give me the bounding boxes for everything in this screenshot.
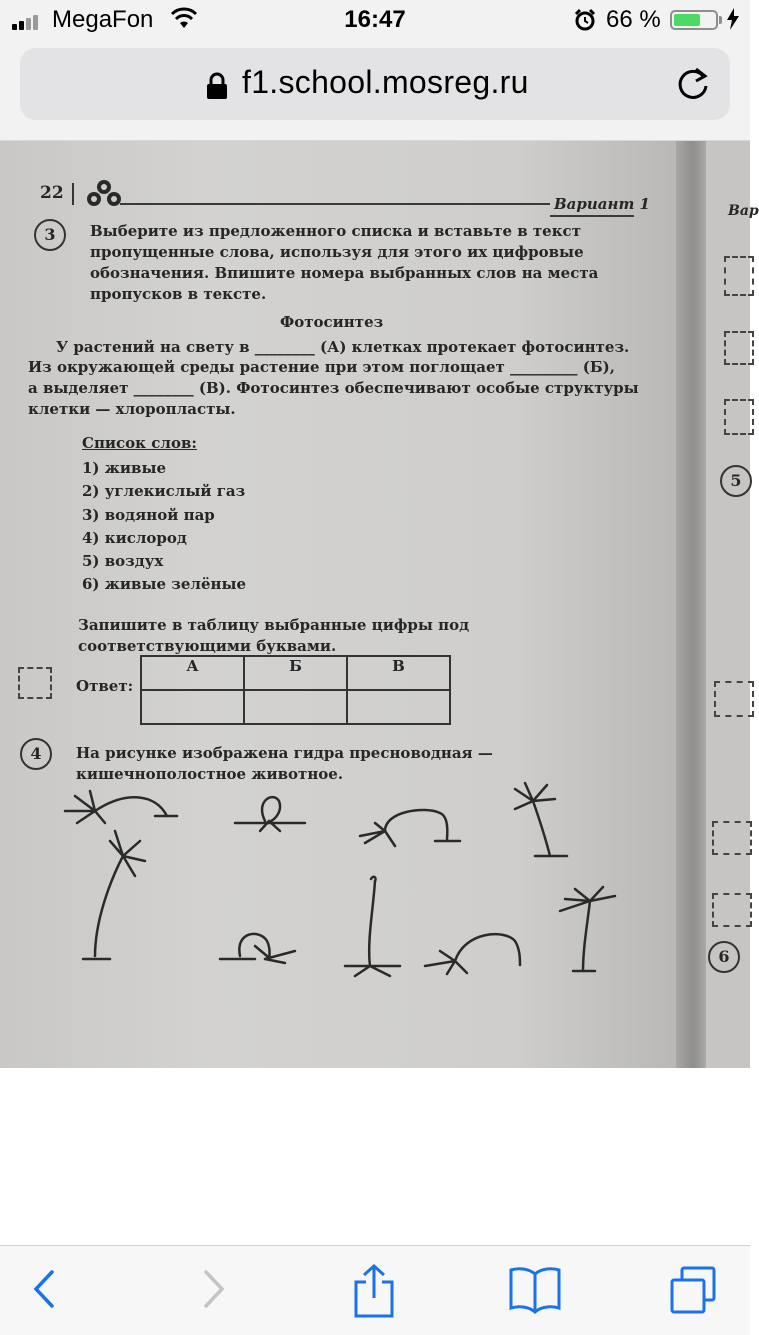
right-page-header: Вар — [728, 203, 759, 219]
lock-icon — [206, 72, 228, 100]
task-number-4: 4 — [20, 738, 52, 770]
publisher-logo-icon — [84, 175, 124, 209]
text-line-2: Из окружающей среды растение при этом поглощает _________ (Б), — [28, 358, 615, 376]
task4-text: На рисунке изображена гидра пресноводная — кишечнополостное животное. — [76, 744, 493, 783]
battery-tip — [719, 16, 722, 24]
variant-label: Вариант 1 — [554, 195, 650, 213]
back-icon[interactable] — [30, 1264, 60, 1314]
hydra-figure-5 — [83, 831, 145, 959]
table-header-a: А — [141, 656, 244, 690]
url-text[interactable]: f1.school.mosreg.ru — [242, 64, 529, 100]
forward-icon[interactable] — [198, 1264, 228, 1314]
book-icon[interactable] — [508, 1264, 562, 1314]
page-number: 22 — [40, 183, 64, 203]
variant-underline — [550, 215, 634, 217]
word-item: 3) водяной пар — [82, 506, 215, 524]
score-box — [18, 667, 52, 699]
text-title: Фотосинтез — [280, 313, 384, 331]
browser-header — [0, 40, 750, 141]
book-spine — [676, 141, 710, 1068]
battery-level — [674, 14, 700, 26]
address-bar[interactable] — [20, 48, 730, 120]
tabs-icon[interactable] — [668, 1264, 718, 1316]
battery-percent: 66 % — [606, 6, 661, 33]
right-score-box — [724, 256, 754, 296]
answer-cell — [244, 690, 347, 724]
reload-icon[interactable] — [676, 66, 710, 102]
task-number-6: 6 — [708, 941, 740, 973]
hydra-figure-1 — [65, 791, 177, 823]
hydra-illustration — [55, 781, 645, 991]
right-score-box — [712, 893, 752, 927]
share-icon[interactable] — [352, 1264, 396, 1318]
text-line-4: клетки — хлоропласты. — [28, 400, 236, 418]
right-score-box — [724, 331, 754, 365]
carrier-name: MegaFon — [52, 6, 154, 33]
scanned-page-image — [0, 141, 759, 1068]
hydra-figure-3 — [360, 810, 460, 846]
header-rule — [120, 203, 550, 205]
hydra-figure-4 — [515, 783, 567, 856]
task3-instruction: Выберите из предложенного списка и вставьте в текст пропущенные слова, используя для этого их цифровые обозначения. Впишите номера выбранных слов на места пропусков в тексте. — [90, 222, 599, 303]
right-score-box — [712, 821, 752, 855]
word-item: 1) живые — [82, 459, 167, 477]
hydra-figure-6 — [220, 934, 295, 963]
alarm-icon — [574, 9, 596, 31]
task-number-3: 3 — [34, 219, 66, 251]
right-score-box — [724, 399, 754, 435]
word-list-title: Список слов: — [82, 434, 197, 452]
table-header-b: Б — [244, 656, 347, 690]
word-item: 4) кислород — [82, 529, 187, 547]
word-item: 5) воздух — [82, 552, 164, 570]
battery-icon — [670, 10, 718, 30]
word-item: 6) живые зелёные — [82, 575, 247, 593]
text-line-3: а выделяет ________ (В). Фотосинтез обеспечивают особые структуры — [28, 379, 639, 397]
hydra-figure-9 — [560, 887, 615, 971]
hydra-figure-7 — [345, 877, 400, 976]
task-number-5: 5 — [720, 465, 752, 497]
browser-toolbar — [0, 1245, 750, 1335]
status-bar — [0, 0, 750, 40]
answer-cell — [347, 690, 450, 724]
hydra-figure-2 — [235, 797, 305, 831]
answer-cell — [141, 690, 244, 724]
text-line-1: У растений на свету в ________ (А) клетках протекает фотосинтез. — [56, 338, 630, 356]
charging-icon — [726, 8, 740, 30]
word-item: 2) углекислый газ — [82, 482, 246, 500]
answer-label: Ответ: — [76, 677, 134, 695]
table-header-v: В — [347, 656, 450, 690]
header-divider — [72, 183, 74, 205]
hydra-figure-8 — [425, 934, 520, 974]
right-score-box — [714, 681, 754, 717]
status-time: 16:47 — [344, 6, 406, 33]
table-instruction: Запишите в таблицу выбранные цифры под соответствующими буквами. — [78, 616, 470, 655]
answer-table — [140, 655, 451, 725]
